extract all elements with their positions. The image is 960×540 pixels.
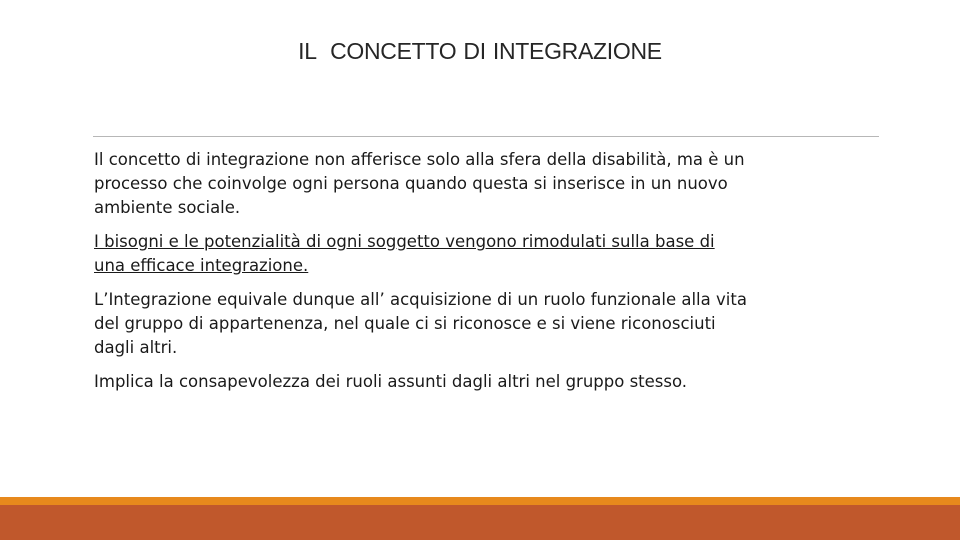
paragraph-2: I bisogni e le potenzialità di ogni soggetto vengono rimodulati sulla base di una efficace integrazione. xyxy=(94,232,715,275)
slide-title: IL CONCETTO DI INTEGRAZIONE xyxy=(298,38,662,64)
paragraph-1: Il concetto di integrazione non afferisce solo alla sfera della disabilità, ma è un processo che coinvolge ogni persona quando questa si inserisce in un nuovo ambiente sociale. xyxy=(94,150,745,217)
slide-body xyxy=(94,148,884,404)
footer-band-accent xyxy=(0,497,960,505)
paragraph-4: Implica la consapevolezza dei ruoli assunti dagli altri nel gruppo stesso. xyxy=(94,372,688,391)
footer-band xyxy=(0,505,960,540)
title-divider xyxy=(93,136,879,137)
paragraph-3: L’Integrazione equivale dunque all’ acquisizione di un ruolo funzionale alla vita del gruppo di appartenenza, nel quale ci si riconosce e si viene riconosciuti dagli altri. xyxy=(94,290,747,357)
